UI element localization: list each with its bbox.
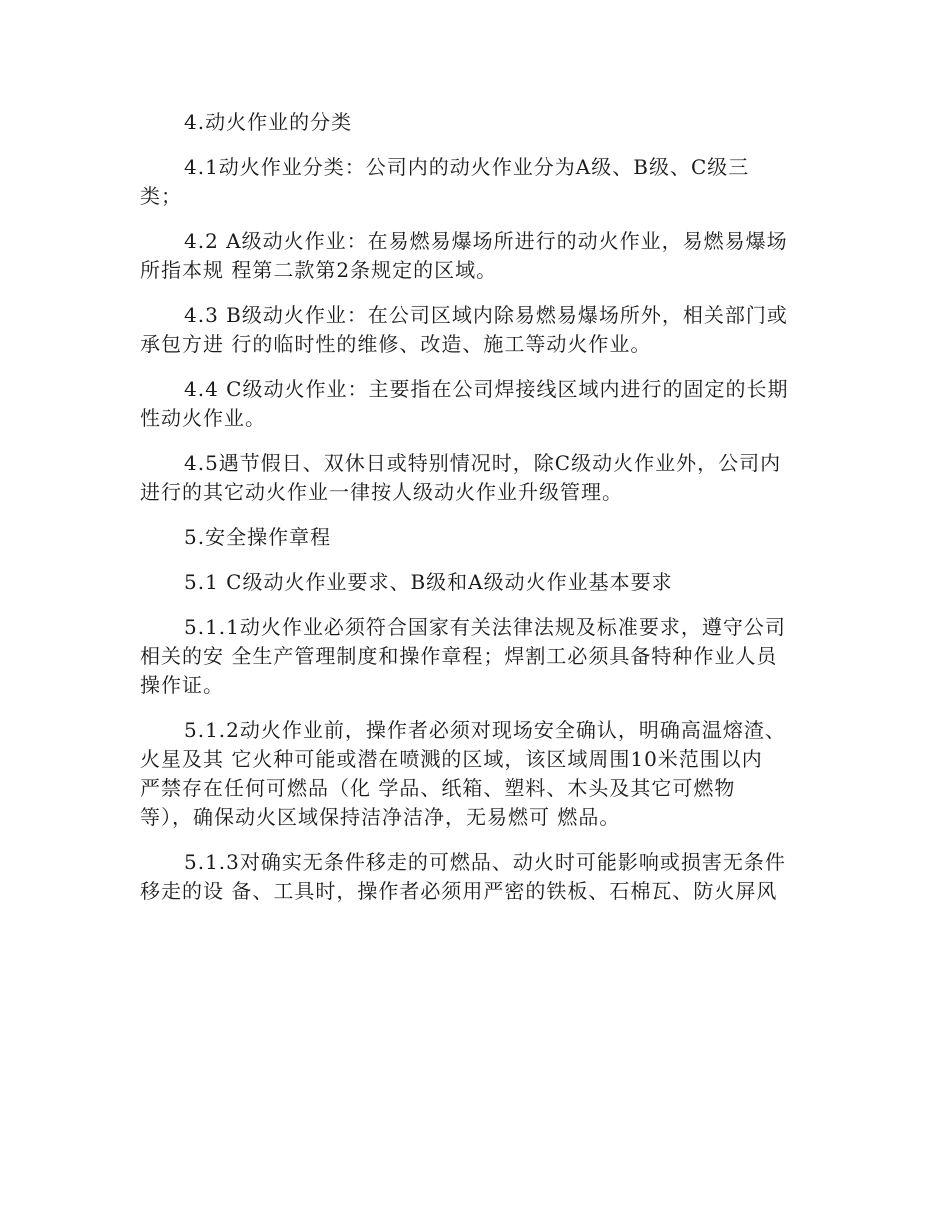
paragraph-5-1-3 [140,848,812,906]
text-line: 5.1.2动火作业前，操作者必须对现场安全确认，明确高温熔渣、 [184,718,786,742]
subsection-heading-5-1 [140,568,812,597]
paragraph-4-1 [140,153,812,211]
text-line: 移走的设 备、工具时，操作者必须用严密的铁板、石棉瓦、防火屏风 [140,879,778,903]
paragraph-4-3 [140,301,812,359]
paragraph-4-4 [140,375,812,433]
text-line: 进行的其它动火作业一律按人级动火作业升级管理。 [140,480,623,504]
text-line: 4.动火作业的分类 [184,110,353,134]
paragraph-4-5 [140,449,812,507]
text-line: 5.1.3对确实无条件移走的可燃品、动火时可能影响或损害无条件 [184,850,786,874]
text-line: 承包方进 行的临时性的维修、改造、施工等动火作业。 [140,332,652,356]
text-line: 4.4 C级动火作业：主要指在公司焊接线区域内进行的固定的长期 [184,377,789,401]
text-line: 相关的安 全生产管理制度和操作章程；焊割工必须具备特种作业人员 [140,644,778,668]
text-line: 4.2 A级动火作业：在易燃易爆场所进行的动火作业，易燃易爆场 [184,229,788,253]
text-line: 5.1 C级动火作业要求、B级和A级动火作业基本要求 [184,570,673,594]
text-line: 4.3 B级动火作业：在公司区域内除易燃易爆场所外，相关部门或 [184,303,788,327]
paragraph-4-2 [140,227,812,285]
text-line: 5.1.1动火作业必须符合国家有关法律法规及标准要求，遵守公司 [184,615,786,639]
document-body [140,108,812,922]
paragraph-5-1-2 [140,716,812,832]
section-heading-4 [140,108,812,137]
section-heading-5 [140,523,812,552]
text-line: 类； [140,184,182,208]
text-line: 4.5遇节假日、双休日或特别情况时，除C级动火作业外，公司内 [184,451,782,475]
text-line: 等），确保动火区域保持洁净洁净，无易燃可 燃品。 [140,805,621,829]
text-line: 5.安全操作章程 [184,525,332,549]
text-line: 火星及其 它火种可能或潜在喷溅的区域，该区域周围10米范围以内 [140,747,763,771]
paragraph-5-1-1 [140,613,812,700]
text-line: 所指本规 程第二款第2条规定的区域。 [140,258,498,282]
text-line: 严禁存在任何可燃品（化 学品、纸箱、塑料、木头及其它可燃物 [140,776,736,800]
text-line: 性动火作业。 [140,406,266,430]
text-line: 操作证。 [140,673,224,697]
text-line: 4.1动火作业分类：公司内的动火作业分为A级、B级、C级三 [184,155,750,179]
